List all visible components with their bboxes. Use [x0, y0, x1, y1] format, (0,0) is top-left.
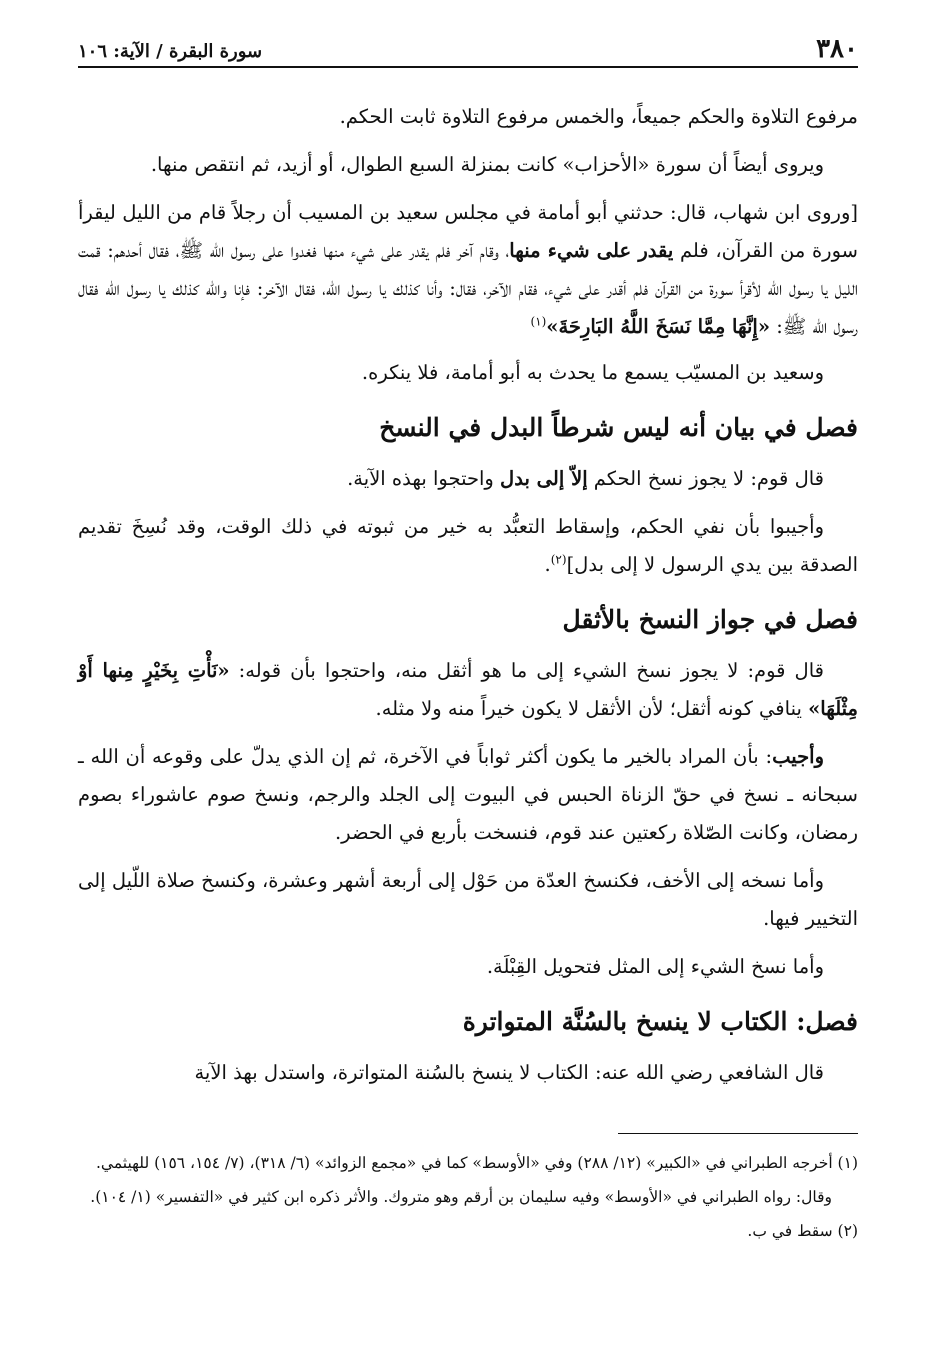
bold-run: إلاّ إلى بدل [500, 467, 588, 490]
paragraph: وأما نسخه إلى الأخف، فكنسخ العدّة من حَوْل إلى أربعة أشهر وعشرة، وكنسخ صلاة اللّيل إلى التخيير فيها. [78, 869, 858, 930]
section-heading: فصل في بيان أنه ليس شرطاً البدل في النسخ [379, 413, 858, 442]
paragraph: ويروى أيضاً أن سورة «الأحزاب» كانت بمنزلة السبع الطوال، أو أزيد، ثم انتقص منها. [150, 153, 824, 176]
quran-quote: «نَأْتِ بِخَيْرٍ مِنها أَوْ مِثْلَهَا» [78, 659, 858, 720]
page-number: ٣٨٠ [816, 34, 858, 64]
text-run: . [544, 553, 551, 576]
text-run: : بأن المراد بالخير ما يكون أكثر ثواباً في الآخرة، ثم إن الذي يدلّ على وقوعه أن الله ـ سبحانه ـ نسخ في حقّ الزناة الحبس في البيوت إلى الجلد والرجم، ونسخ صوم عاشوراء بصوم رمضان، وكانت الصّلاة ركعتين عند قوم، فنسخت بأربع في الحضر. [78, 745, 858, 844]
paragraph: مرفوع التلاوة والحكم جميعاً، والخمس مرفوع التلاوة ثابت الحكم. [339, 105, 858, 128]
running-title: سورة البقرة / الآية: ١٠٦ [78, 41, 263, 62]
bold-run: وأجيب [772, 745, 824, 768]
section-heading: فصل: الكتاب لا ينسخ بالسُنَّة المتواترة [462, 1007, 858, 1036]
paragraph: قال الشافعي رضي الله عنه: الكتاب لا ينسخ بالسُنة المتواترة، واستدل بهذ الآية [194, 1061, 824, 1084]
text-run: وأجيبوا بأن نفي الحكم، وإسقاط التعبُّد به خير من ثبوته في ذلك الوقت، وقد نُسِخَ تقديم الصدقة بين يدي الرسول لا إلى بدل] [78, 515, 858, 576]
footnote-ref: (١) [530, 314, 547, 329]
footnotes [78, 1148, 858, 1250]
page-header [78, 32, 858, 68]
main-text [78, 98, 858, 1102]
paragraph: وسعيد بن المسيّب يسمع ما يحدث به أبو أمامة، فلا ينكره. [361, 361, 824, 384]
footnote: (٢) سقط في ب. [747, 1222, 858, 1240]
text-run: واحتجوا بهذه الآية. [347, 467, 501, 490]
section-heading: فصل في جواز النسخ بالأثقل [562, 605, 858, 634]
paragraph [78, 508, 858, 584]
text-run: ينافي كونه أثقل؛ لأن الأثقل لا يكون خيراً منه ولا مثله. [375, 697, 809, 720]
footnote-ref: (٢) [550, 552, 567, 567]
paragraph [78, 738, 858, 852]
paragraph: وأما نسخ الشيء إلى المثل فتحويل القِبْلَة. [486, 955, 824, 978]
text-run: قال قوم: لا يجوز نسخ الحكم [587, 467, 824, 490]
text-run: [وروى ابن شهاب، قال: حدثني أبو أمامة في مجلس سعيد بن المسيب أن رجلاً قام من الليل ليقرأ سورة من القرآن، فلم [78, 201, 858, 262]
footnote: وقال: رواه الطبراني في «الأوسط» وفيه سليمان بن أرقم وهو متروك. والأثر ذكره ابن كثير في «التفسير» (١/ ١٠٤). [90, 1188, 832, 1206]
text-run: ، وقام آخر فلم يقدر على شيء منها فغدوا على رسول الله ﷺ، فقال أحدهم: قمت الليل يا رسول الله لأقرأ سورة من القرآن فلم أقدر على شيء، فقام الآخر، فقال: وأنا كذلك يا رسول الله، فقال الآخر: فإنا والله كذلك يا رسول الله فقال رسول الله ﷺ: [78, 239, 858, 338]
hadith-quote: «إِنَّهَا مِمَّا نَسَخَ اللَّهُ البَارِحَةَ» [546, 315, 771, 338]
footnote-divider [618, 1133, 858, 1134]
footnote: (١) أخرجه الطبراني في «الكبير» (١٢/ ٢٨٨) وفي «الأوسط» كما في «مجمع الزوائد» (٦/ ٣١٨)، (٧/ ١٥٤، ١٥٦) للهيثمي. [96, 1154, 858, 1172]
text-run: قال قوم: لا يجوز نسخ الشيء إلى ما هو أثقل منه، واحتجوا بأن قوله: [229, 659, 824, 682]
paragraph [78, 652, 858, 728]
bold-run: يقدر على شيء منها [509, 239, 674, 262]
paragraph [78, 460, 858, 498]
paragraph-hadith [78, 194, 858, 346]
